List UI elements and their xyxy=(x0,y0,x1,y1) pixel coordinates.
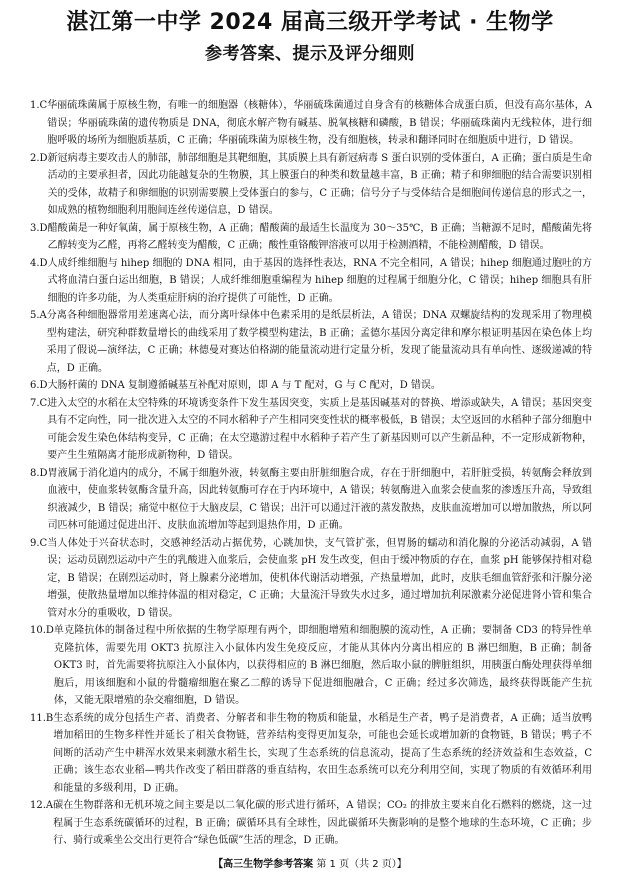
answer-number: 7.C xyxy=(30,397,48,409)
answer-list xyxy=(30,97,592,850)
answer-number: 12.A xyxy=(30,800,54,811)
answer-number: 6.D xyxy=(30,380,48,391)
answer-item xyxy=(30,710,592,798)
answer-number: 2.D xyxy=(30,152,48,164)
page-title: 湛江第一中学 2024 届高三级开学考试 · 生物学 xyxy=(66,10,554,35)
answer-text: 胃液属于消化道内的成分，不属于细胞外液，转氨酶主要由肝脏细胞合成，存在于肝细胞中，若肝脏受损，转氨酶会释放到血液中，使血浆转氨酶含量升高，因此转氨酶可存在于内环境中，A 错误；转氨酶进入血浆会使血浆的渗透压升高，导致组织液减少，B 错误；痛觉中枢位于大脑皮层，C 错误；出汗可以通过汗液的蒸发散热，皮肤血流增加可以增加散热，所以阿司匹林可能通过促进出汗、皮肤血流增加等起到退热作用，D 正确。 xyxy=(47,467,592,531)
answer-text: 醋酸菌是一种好氧菌，属于原核生物，A 正确；醋酸菌的最适生长温度为 30～35℃，B 正确；当糖源不足时，醋酸菌先将乙醇转变为乙醛，再将乙醛转变为醋酸，C 正确；酸性重铬酸钾溶液可以用于检测酒精，不能检测醋酸，D 错误。 xyxy=(47,222,592,251)
answer-number: 8.D xyxy=(30,467,48,479)
answer-item xyxy=(30,255,592,308)
footer-label: 【高三生物学参考答案 xyxy=(213,859,314,870)
answer-item xyxy=(30,797,592,850)
answer-item xyxy=(30,220,592,255)
answer-number: 1.C xyxy=(30,100,48,111)
answer-item xyxy=(30,465,592,535)
answer-item xyxy=(30,395,592,465)
answer-number: 11.B xyxy=(30,712,54,724)
answer-text: 新冠病毒主要攻击人的肺部，肺部细胞是其靶细胞，其质膜上具有新冠病毒 S 蛋白识别的受体蛋白，A 正确；蛋白质是生命活动的主要承担者，因此功能越复杂的生物膜，其上膜蛋白的种类和数量越丰富，B 正确；精子和卵细胞的结合需要识别相关的受体，故精子和卵细胞的识别需要膜上受体蛋白的参与，C 正确；信号分子与受体结合是细胞间传递信息的形式之一，如成熟的植物细胞利用胞间连丝传递信息，D 错误。 xyxy=(47,152,592,216)
answer-text: 进入太空的水稻在太空特殊的环境诱变条件下发生基因突变，实质上是基因碱基对的替换、增添或缺失，A 错误；基因突变具有不定向性，同一批次进入太空的不同水稻种子产生相同突变性状的概率极低，B 错误；太空返回的水稻种子部分细胞中可能会发生染色体结构变异，C 正确；在太空遨游过程中水稻种子若产生了新基因则可以产生新品种，不一定形成新物种，要产生生殖隔离才能形成新物种，D 错误。 xyxy=(47,397,592,461)
answer-item xyxy=(30,97,592,150)
footer-page-number: 第 1 页（共 2 页）】 xyxy=(316,859,407,870)
answer-item xyxy=(30,377,592,395)
answer-item xyxy=(30,150,592,220)
answer-text: 生态系统的成分包括生产者、消费者、分解者和非生物的物质和能量，水稻是生产者，鸭子是消费者，A 正确；适当放鸭增加稻田的生物多样性并延长了相关食物链，营养结构变得更加复杂，可能也会延长或增加新的食物链，B 错误；鸭子不间断的活动产生中耕浑水效果来刺激水稻生长，实现了生态系统的信息流动，提高了生态系统的经济效益和生态效益，C 正确；该生态农业稻—鸭共作改变了稻田群落的垂直结构，农田生态系统可以充分利用空间，实现了物质的有效循环利用和能量的多级利用，D 正确。 xyxy=(53,712,592,794)
answer-text: 当人体处于兴奋状态时，交感神经活动占据优势，心跳加快，支气管扩张，但胃肠的蠕动和消化腺的分泌活动减弱，A 错误；运动员剧烈运动中产生的乳酸进入血浆后，会使血浆 pH 发生改变，但由于缓冲物质的存在，血浆 pH 能够保持相对稳定，B 错误；在剧烈运动时，肾上腺素分泌增加，使机体代谢活动增强，产热量增加，此时，皮肤毛细血管舒张和汗腺分泌增强，使散热量增加以维持体温的相对稳定，C 正确；大量流汗导致失水过多，通过增加抗利尿激素分泌促进肾小管和集合管对水分的重吸收，D 错误。 xyxy=(47,537,592,619)
answer-number: 3.D xyxy=(30,222,48,234)
answer-text: 分离各种细胞器常用差速离心法，而分离叶绿体中色素采用的是纸层析法，A 错误；DNA 双螺旋结构的发现采用了物理模型构建法，研究种群数量增长的曲线采用了数学模型构建法，B 正确；孟德尔基因分离定律和摩尔根证明基因在染色体上均采用了假说—演绎法，C 正确；林德曼对赛达伯格湖的能量流动进行定量分析，发现了能量流动具有单向性、逐级递减的特点，D 正确。 xyxy=(46,310,592,374)
answer-item xyxy=(30,307,592,377)
answer-text: 人成纤维细胞与 hihep 细胞的 DNA 相同，由于基因的选择性表达，RNA 不完全相同，A 错误；hihep 细胞通过胞吐的方式将血清白蛋白运出细胞，B 错误；人成纤维细胞重编程为 hihep 细胞的过程属于细胞分化，C 错误；hihep 细胞具有肝细胞的许多功能，为人类重症肝病的治疗提供了可能性，D 正确。 xyxy=(47,257,592,304)
answer-text: 单克隆抗体的制备过程中所依据的生物学原理有两个，即细胞增殖和细胞膜的流动性，A 正确；要制备 CD3 的特异性单克隆抗体，需要先用 OKT3 抗原注入小鼠体内发生免疫反应，才能从其体内分离出相应的 B 淋巴细胞，B 正确；制备 OKT3 时，首先需要将抗原注入小鼠体内，以获得相应的 B 淋巴细胞，然后取小鼠的脾脏组织，用胰蛋白酶处理获得单细胞后，用该细胞和小鼠的骨髓瘤细胞在聚乙二醇的诱导下促进细胞融合，C 正确；经过多次筛选，最终获得既能产生抗体，又能无限增殖的杂交瘤细胞，D 错误。 xyxy=(53,625,592,706)
page-subtitle: 参考答案、提示及评分细则 xyxy=(205,44,415,64)
answer-number: 9.C xyxy=(30,537,48,549)
answer-text: 华丽硫珠菌属于原核生物，有唯一的细胞器（核糖体），华丽硫珠菌通过自身含有的核糖体合成蛋白质，但没有高尔基体，A 错误；华丽硫珠菌的遗传物质是 DNA，彻底水解产物有碱基、脱氧核糖和磷酸，B 错误；华丽硫珠菌内无线粒体，进行细胞呼吸的场所为细胞质基质，C 正确；华丽硫珠菌为原核生物，没有细胞核，转录和翻译同时在细胞质中进行，D 错误。 xyxy=(47,100,592,146)
answer-item xyxy=(30,622,592,710)
answer-number: 10.D xyxy=(30,625,54,636)
answer-number: 4.D xyxy=(30,257,48,269)
answer-text: 大肠杆菌的 DNA 复制遵循碱基互补配对原则，即 A 与 T 配对，G 与 C 配对，D 错误。 xyxy=(47,380,441,391)
answer-item xyxy=(30,535,592,623)
page-footer xyxy=(0,858,620,872)
answer-number: 5.A xyxy=(30,310,47,321)
answer-text: 碳在生物群落和无机环境之间主要是以二氧化碳的形式进行循环，A 错误；CO₂ 的排放主要来自化石燃料的燃烧，这一过程属于生态系统碳循环的过程，B 正确；碳循环具有全球性，因此碳循环失衡影响的是整个地球的生态环境，C 正确；步行、骑行或乘坐公交出行更符合“绿色低碳”生活的理念，D 正确。 xyxy=(53,800,592,846)
